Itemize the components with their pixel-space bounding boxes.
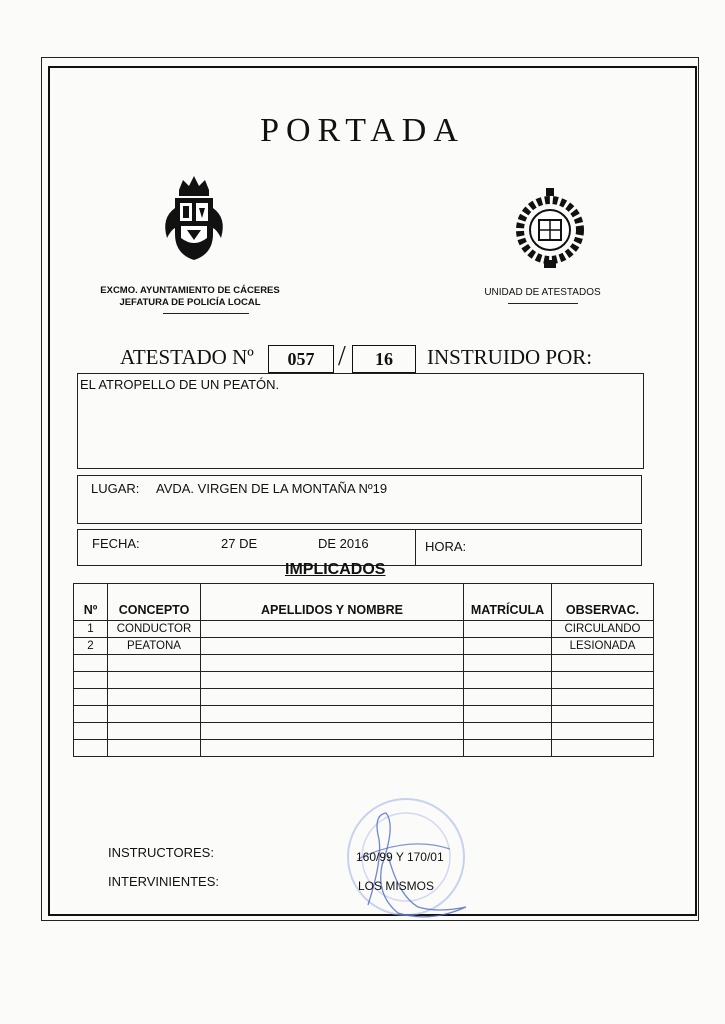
divider-left — [163, 313, 249, 314]
implicados-title: IMPLICADOS — [285, 561, 386, 578]
cell-empty — [552, 655, 654, 672]
atestado-year-box: 16 — [352, 345, 416, 373]
cell-empty — [74, 689, 108, 706]
intervinientes-value: LOS MISMOS — [358, 879, 435, 893]
cell-empty — [108, 706, 201, 723]
cell-empty — [74, 740, 108, 757]
cell-empty — [464, 655, 552, 672]
cell-empty — [201, 689, 464, 706]
cell-empty — [464, 723, 552, 740]
cell-empty — [201, 706, 464, 723]
cell-concepto: CONDUCTOR — [108, 621, 201, 638]
cell-empty — [464, 740, 552, 757]
cell-observac: CIRCULANDO — [552, 621, 654, 638]
cell-empty — [74, 723, 108, 740]
cell-empty — [108, 723, 201, 740]
cell-empty — [201, 740, 464, 757]
cell-empty — [108, 655, 201, 672]
cell-empty — [108, 672, 201, 689]
cell-empty — [464, 706, 552, 723]
divider-right — [508, 303, 578, 304]
fecha-year: DE 2016 — [318, 536, 369, 551]
header-num: Nº — [74, 584, 108, 621]
cell-empty — [464, 672, 552, 689]
cell-empty — [201, 723, 464, 740]
cell-empty — [201, 655, 464, 672]
page-title: PORTADA — [260, 112, 465, 149]
org-line-jefatura: JEFATURA DE POLICÍA LOCAL — [119, 297, 261, 308]
table-header-row — [74, 584, 654, 621]
header-apellidos: APELLIDOS Y NOMBRE — [201, 584, 464, 621]
table-row — [74, 638, 654, 655]
table-row — [74, 689, 654, 706]
org-name-right: UNIDAD DE ATESTADOS — [484, 287, 601, 298]
table-row — [74, 723, 654, 740]
cell-matricula — [464, 638, 552, 655]
table-row — [74, 672, 654, 689]
cell-empty — [74, 655, 108, 672]
cell-empty — [464, 689, 552, 706]
cell-empty — [552, 689, 654, 706]
cell-empty — [552, 740, 654, 757]
cell-empty — [552, 672, 654, 689]
lugar-value: AVDA. VIRGEN DE LA MONTAÑA Nº19 — [156, 481, 388, 496]
hora-label: HORA: — [425, 539, 467, 554]
cell-observac: LESIONADA — [552, 638, 654, 655]
cell-empty — [74, 706, 108, 723]
cell-num: 2 — [74, 638, 108, 655]
table-row — [74, 706, 654, 723]
table-row — [74, 621, 654, 638]
atestado-separator: / — [338, 341, 346, 372]
table-row — [74, 740, 654, 757]
implicados-table — [73, 583, 654, 757]
table-row — [74, 655, 654, 672]
instruido-text: EL ATROPELLO DE UN PEATÓN. — [80, 377, 280, 392]
header-concepto: CONCEPTO — [108, 584, 201, 621]
cell-empty — [552, 706, 654, 723]
police-emblem-icon — [515, 186, 585, 270]
fecha-label: FECHA: — [92, 536, 140, 551]
lugar-label: LUGAR: — [91, 481, 140, 496]
city-coat-of-arms-icon — [155, 172, 233, 264]
fecha-day: 27 DE — [221, 536, 258, 551]
cell-empty — [74, 672, 108, 689]
fecha-divider — [415, 530, 416, 565]
instructores-label: INSTRUCTORES: — [108, 845, 214, 860]
org-line-ayuntamiento: EXCMO. AYUNTAMIENTO DE CÁCERES — [100, 285, 280, 296]
header-observac: OBSERVAC. — [552, 584, 654, 621]
atestado-number-box: 057 — [268, 345, 334, 373]
cell-empty — [201, 672, 464, 689]
cell-matricula — [464, 621, 552, 638]
header-matricula: MATRÍCULA — [464, 584, 552, 621]
cell-apellidos — [201, 621, 464, 638]
instruido-label: INSTRUIDO POR: — [427, 345, 593, 369]
lugar-box — [77, 475, 642, 524]
cell-num: 1 — [74, 621, 108, 638]
instructores-value: 160/99 Y 170/01 — [356, 850, 444, 864]
intervinientes-label: INTERVINIENTES: — [108, 874, 220, 889]
cell-empty — [108, 740, 201, 757]
atestado-label: ATESTADO Nº — [120, 345, 254, 369]
cell-apellidos — [201, 638, 464, 655]
cell-empty — [108, 689, 201, 706]
cell-concepto: PEATONA — [108, 638, 201, 655]
instruido-box — [77, 373, 644, 469]
cell-empty — [552, 723, 654, 740]
org-name-left — [70, 285, 310, 309]
